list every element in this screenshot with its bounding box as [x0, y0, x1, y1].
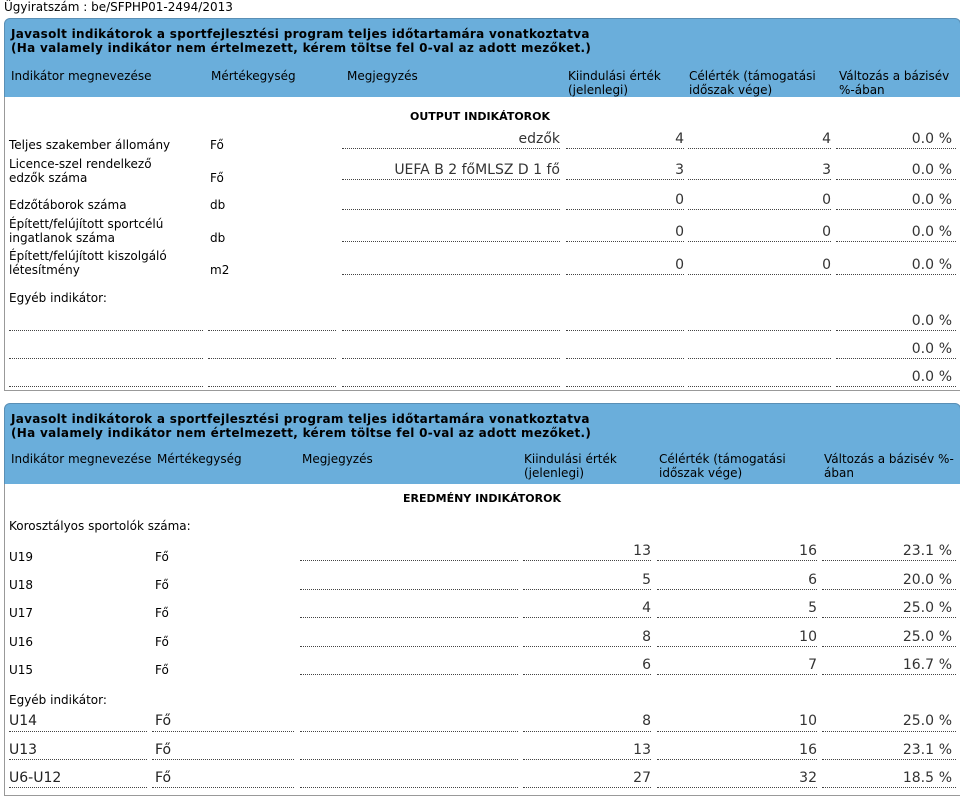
panel-title-line-2: (Ha valamely indikátor nem értelmezett, kérem töltse fel 0-val az adott mezőket.) [11, 41, 592, 55]
percent-sign: % [938, 629, 952, 645]
field-line[interactable] [9, 358, 203, 359]
output-row-label: Épített/felújított kiszolgáló létesítmény [9, 249, 167, 277]
result-row-target[interactable]: 16 [799, 543, 817, 559]
percent-sign: % [938, 162, 952, 178]
field-line [688, 274, 831, 275]
col-unit: Mértékegység [211, 69, 296, 83]
output-row-target[interactable]: 0 [822, 257, 831, 273]
output-row-unit: Fő [210, 138, 224, 152]
field-line [523, 560, 651, 561]
field-line[interactable] [342, 330, 560, 331]
field-line [836, 386, 956, 387]
other-row-base[interactable]: 13 [633, 742, 651, 758]
field-line [836, 148, 956, 149]
percent-sign: % [938, 572, 952, 588]
output-row-change[interactable]: 0.0 [911, 224, 934, 240]
output-row-unit: m2 [210, 263, 230, 277]
other-row-change[interactable]: 23.1 [902, 742, 934, 758]
field-line [9, 759, 147, 760]
field-line [657, 674, 817, 675]
field-line [822, 646, 956, 647]
field-line [822, 759, 956, 760]
panel-title-line-1: Javasolt indikátorok a sportfejlesztési program teljes időtartamára vonatkoztatva [11, 27, 590, 41]
field-line [836, 241, 956, 242]
percent-sign: % [938, 313, 952, 329]
field-line [523, 759, 651, 760]
field-line[interactable] [688, 330, 831, 331]
col-indicator-name: Indikátor megnevezése [11, 452, 152, 466]
percent-sign: % [938, 543, 952, 559]
field-line [822, 617, 956, 618]
output-row-change[interactable]: 0.0 [911, 192, 934, 208]
field-line [836, 179, 956, 180]
field-line [566, 179, 684, 180]
field-line [822, 731, 956, 732]
field-line [657, 787, 817, 788]
field-line[interactable] [566, 330, 684, 331]
percent-sign: % [938, 742, 952, 758]
other-row-target[interactable]: 16 [799, 742, 817, 758]
other-row-label[interactable]: U14 [9, 713, 38, 729]
other-row-unit[interactable]: Fő [155, 742, 172, 758]
field-line [688, 209, 831, 210]
field-line [566, 148, 684, 149]
other-row-change[interactable]: 0.0 [911, 313, 934, 329]
result-row-target[interactable]: 10 [799, 629, 817, 645]
field-line[interactable] [566, 386, 684, 387]
output-row-change[interactable]: 0.0 [911, 131, 934, 147]
result-row-base[interactable]: 6 [642, 657, 651, 673]
field-line [152, 731, 294, 732]
field-line [342, 274, 560, 275]
field-line [822, 787, 956, 788]
result-row-target[interactable]: 6 [808, 572, 817, 588]
result-row-base[interactable]: 8 [642, 629, 651, 645]
other-row-change[interactable]: 0.0 [911, 341, 934, 357]
field-line [523, 617, 651, 618]
field-line [523, 674, 651, 675]
field-line[interactable] [300, 560, 518, 561]
field-line[interactable] [300, 674, 518, 675]
field-line [342, 241, 560, 242]
percent-sign: % [938, 657, 952, 673]
other-row-change[interactable]: 25.0 [902, 713, 934, 729]
result-row-label: U16 [9, 635, 34, 649]
col-change-pct: Változás a bázisév %-ában [839, 69, 950, 97]
field-line[interactable] [300, 646, 518, 647]
field-line[interactable] [300, 617, 518, 618]
other-row-label[interactable]: U13 [9, 742, 38, 758]
percent-sign: % [938, 341, 952, 357]
percent-sign: % [938, 713, 952, 729]
output-row-base[interactable]: 4 [675, 131, 684, 147]
other-indicator-label: Egyéb indikátor: [9, 693, 107, 707]
col-change-pct: Változás a bázisév %-ában [824, 452, 954, 480]
field-line [836, 330, 956, 331]
other-row-label[interactable]: U6-U12 [9, 770, 62, 786]
field-line [523, 731, 651, 732]
field-line [523, 589, 651, 590]
result-row-unit: Fő [155, 550, 169, 564]
field-line [822, 589, 956, 590]
other-indicator-label: Egyéb indikátor: [9, 291, 107, 305]
field-line [152, 759, 294, 760]
field-line [342, 209, 560, 210]
field-line[interactable] [566, 358, 684, 359]
field-line [822, 560, 956, 561]
percent-sign: % [938, 369, 952, 385]
field-line[interactable] [688, 358, 831, 359]
output-row-unit: db [210, 231, 226, 245]
other-row-unit[interactable]: Fő [155, 713, 172, 729]
output-row-base[interactable]: 0 [675, 224, 684, 240]
field-line [566, 209, 684, 210]
output-row-label: Edzőtáborok száma [9, 198, 127, 212]
col-unit: Mértékegység [157, 452, 242, 466]
percent-sign: % [938, 192, 952, 208]
result-row-change[interactable]: 23.1 [902, 543, 934, 559]
other-row-change[interactable]: 0.0 [911, 369, 934, 385]
field-line [657, 617, 817, 618]
field-line[interactable] [300, 787, 518, 788]
field-line[interactable] [342, 358, 560, 359]
other-row-base[interactable]: 8 [642, 713, 651, 729]
case-number: Ügyiratszám : be/SFPHP01-2494/2013 [4, 0, 233, 14]
field-line[interactable] [300, 759, 518, 760]
panel-title-line-2: (Ha valamely indikátor nem értelmezett, kérem töltse fel 0-val az adott mezőket.) [11, 426, 592, 440]
result-row-base[interactable]: 4 [642, 600, 651, 616]
field-line [688, 241, 831, 242]
result-row-base[interactable]: 13 [633, 543, 651, 559]
output-row-unit: db [210, 198, 226, 212]
output-row-target[interactable]: 0 [822, 224, 831, 240]
output-row-base[interactable]: 3 [675, 162, 684, 178]
field-line [9, 787, 147, 788]
result-row-unit: Fő [155, 663, 169, 677]
output-row-label: Teljes szakember állomány [9, 138, 171, 152]
other-row-base[interactable]: 27 [633, 770, 651, 786]
field-line [836, 358, 956, 359]
col-base-value: Kiindulási érték (jelenlegi) [568, 69, 661, 97]
field-line [566, 274, 684, 275]
col-note: Megjegyzés [302, 452, 373, 466]
field-line [822, 674, 956, 675]
panel-title-line-1: Javasolt indikátorok a sportfejlesztési program teljes időtartamára vonatkoztatva [11, 412, 590, 426]
field-line[interactable] [9, 330, 203, 331]
result-row-change[interactable]: 25.0 [902, 600, 934, 616]
result-row-change[interactable]: 16.7 [902, 657, 934, 673]
result-row-label: U17 [9, 606, 34, 620]
result-section-title: EREDMÉNY INDIKÁTOROK [403, 492, 561, 505]
field-line [688, 148, 831, 149]
percent-sign: % [938, 600, 952, 616]
result-row-target[interactable]: 5 [808, 600, 817, 616]
result-row-unit: Fő [155, 606, 169, 620]
field-line [657, 560, 817, 561]
result-row-label: U15 [9, 663, 34, 677]
output-row-change[interactable]: 0.0 [911, 257, 934, 273]
output-section-title: OUTPUT INDIKÁTOROK [410, 110, 551, 123]
result-row-label: U18 [9, 578, 34, 592]
output-row-label: Licence-szel rendelkező edzők száma [9, 157, 152, 185]
output-row-note[interactable]: edzők [518, 131, 560, 147]
field-line[interactable] [208, 358, 336, 359]
field-line[interactable] [300, 731, 518, 732]
indicator-header-panel-2 [4, 403, 960, 485]
percent-sign: % [938, 770, 952, 786]
col-target-value: Célérték (támogatási időszak vége) [689, 69, 816, 97]
output-row-target[interactable]: 3 [822, 162, 831, 178]
percent-sign: % [938, 257, 952, 273]
field-line [9, 731, 147, 732]
field-line[interactable] [342, 386, 560, 387]
field-line [657, 589, 817, 590]
output-row-note[interactable]: UEFA B 2 főMLSZ D 1 fő [394, 162, 560, 178]
other-row-unit[interactable]: Fő [155, 770, 172, 786]
result-row-change[interactable]: 20.0 [902, 572, 934, 588]
other-row-change[interactable]: 18.5 [902, 770, 934, 786]
field-line [523, 787, 651, 788]
result-row-unit: Fő [155, 578, 169, 592]
percent-sign: % [938, 131, 952, 147]
field-line [657, 759, 817, 760]
field-line [688, 179, 831, 180]
col-note: Megjegyzés [347, 69, 418, 83]
field-line [342, 148, 560, 149]
result-row-unit: Fő [155, 635, 169, 649]
field-line[interactable] [688, 386, 831, 387]
col-indicator-name: Indikátor megnevezése [11, 69, 152, 83]
result-row-target[interactable]: 7 [808, 657, 817, 673]
result-row-change[interactable]: 25.0 [902, 629, 934, 645]
indicator-header-panel-1 [4, 18, 960, 98]
output-row-target[interactable]: 4 [822, 131, 831, 147]
output-row-base[interactable]: 0 [675, 192, 684, 208]
field-line [342, 179, 560, 180]
output-row-target[interactable]: 0 [822, 192, 831, 208]
field-line [566, 241, 684, 242]
output-row-unit: Fő [210, 171, 224, 185]
col-target-value: Célérték (támogatási időszak vége) [659, 452, 786, 480]
result-row-base[interactable]: 5 [642, 572, 651, 588]
field-line[interactable] [9, 386, 203, 387]
output-row-base[interactable]: 0 [675, 257, 684, 273]
field-line[interactable] [300, 589, 518, 590]
field-line [657, 731, 817, 732]
field-line [836, 274, 956, 275]
field-line [836, 209, 956, 210]
result-row-label: U19 [9, 550, 34, 564]
field-line [152, 787, 294, 788]
output-row-change[interactable]: 0.0 [911, 162, 934, 178]
field-line[interactable] [208, 386, 336, 387]
other-row-target[interactable]: 10 [799, 713, 817, 729]
field-line[interactable] [208, 330, 336, 331]
other-row-target[interactable]: 32 [799, 770, 817, 786]
col-base-value: Kiindulási érték (jelenlegi) [524, 452, 617, 480]
percent-sign: % [938, 224, 952, 240]
field-line [523, 646, 651, 647]
output-row-label: Épített/felújított sportcélú ingatlanok száma [9, 217, 164, 245]
age-group-label: Korosztályos sportolók száma: [9, 519, 191, 533]
field-line [657, 646, 817, 647]
